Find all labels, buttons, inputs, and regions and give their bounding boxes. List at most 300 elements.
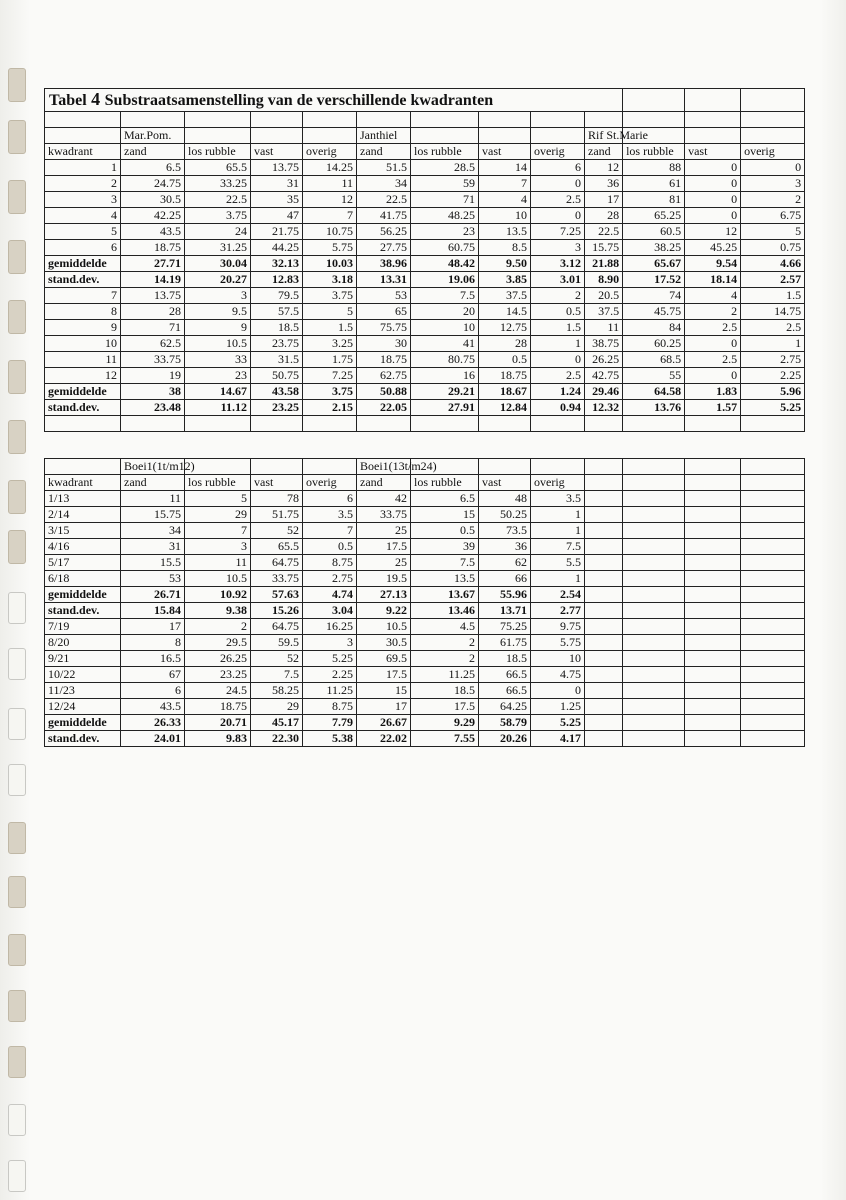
value-cell: 50.75 — [251, 368, 303, 384]
value-cell: 1.5 — [303, 320, 357, 336]
kwadrant-cell: 2 — [45, 176, 121, 192]
value-cell: 6 — [531, 160, 585, 176]
column-header: kwadrant — [45, 475, 121, 491]
value-cell: 2 — [685, 304, 741, 320]
kwadrant-cell: 4/16 — [45, 539, 121, 555]
title-text: Substraatsamenstelling van de verschillende kwadranten — [104, 92, 494, 109]
table-row — [45, 160, 805, 176]
value-cell: 15.5 — [121, 555, 185, 571]
value-cell: 2.5 — [531, 368, 585, 384]
empty-cell — [623, 112, 685, 128]
column-header: vast — [685, 144, 741, 160]
value-cell: 27.13 — [357, 587, 411, 603]
value-cell: 69.5 — [357, 651, 411, 667]
site-label: Rif St.Marie — [585, 128, 623, 144]
value-cell: 5.25 — [303, 651, 357, 667]
kwadrant-cell: gemiddelde — [45, 384, 121, 400]
kwadrant-cell: gemiddelde — [45, 587, 121, 603]
value-cell: 33.75 — [357, 507, 411, 523]
value-cell: 2 — [741, 192, 805, 208]
value-cell: 2.57 — [741, 272, 805, 288]
value-cell: 30 — [357, 336, 411, 352]
value-cell: 26.71 — [121, 587, 185, 603]
empty-cell — [741, 683, 805, 699]
value-cell: 3.18 — [303, 272, 357, 288]
value-cell: 64.25 — [479, 699, 531, 715]
table-row — [45, 651, 805, 667]
empty-cell — [357, 112, 411, 128]
value-cell: 55 — [623, 368, 685, 384]
summary-row — [45, 272, 805, 288]
value-cell: 23.75 — [251, 336, 303, 352]
empty-cell — [741, 459, 805, 475]
empty-cell — [623, 587, 685, 603]
substrate-table-lower — [44, 458, 804, 747]
binder-hole-mark — [8, 708, 26, 740]
value-cell: 20.5 — [585, 288, 623, 304]
value-cell: 28 — [585, 208, 623, 224]
kwadrant-cell: 9 — [45, 320, 121, 336]
binder-hole-mark — [8, 420, 26, 454]
value-cell: 5.25 — [531, 715, 585, 731]
value-cell: 75.25 — [479, 619, 531, 635]
empty-cell — [623, 475, 685, 491]
value-cell: 10 — [531, 651, 585, 667]
empty-cell — [357, 416, 411, 432]
value-cell: 21.88 — [585, 256, 623, 272]
value-cell: 75.75 — [357, 320, 411, 336]
value-cell: 2.75 — [303, 571, 357, 587]
empty-cell — [623, 667, 685, 683]
kwadrant-cell: stand.dev. — [45, 731, 121, 747]
value-cell: 27.91 — [411, 400, 479, 416]
value-cell: 57.5 — [251, 304, 303, 320]
value-cell: 33.75 — [121, 352, 185, 368]
value-cell: 16 — [411, 368, 479, 384]
value-cell: 15 — [411, 507, 479, 523]
empty-cell — [685, 475, 741, 491]
value-cell: 0 — [685, 160, 741, 176]
empty-cell — [121, 112, 185, 128]
value-cell: 43.58 — [251, 384, 303, 400]
empty-cell — [685, 667, 741, 683]
table-2 — [44, 458, 805, 747]
value-cell: 0 — [685, 192, 741, 208]
value-cell: 0.5 — [531, 304, 585, 320]
empty-cell — [479, 128, 531, 144]
table-row — [45, 683, 805, 699]
value-cell: 8.5 — [479, 240, 531, 256]
kwadrant-cell: 1 — [45, 160, 121, 176]
value-cell: 29 — [251, 699, 303, 715]
value-cell: 9.75 — [531, 619, 585, 635]
empty-cell — [685, 571, 741, 587]
table-row — [45, 368, 805, 384]
value-cell: 2.25 — [741, 368, 805, 384]
value-cell: 33 — [185, 352, 251, 368]
value-cell: 24 — [185, 224, 251, 240]
kwadrant-cell: 6/18 — [45, 571, 121, 587]
table-row — [45, 320, 805, 336]
value-cell: 57.63 — [251, 587, 303, 603]
site-label-row — [45, 128, 805, 144]
title-number: 4 — [86, 89, 105, 109]
value-cell: 10.75 — [303, 224, 357, 240]
value-cell: 33.25 — [185, 176, 251, 192]
empty-cell — [585, 112, 623, 128]
value-cell: 68.5 — [623, 352, 685, 368]
empty-cell — [251, 128, 303, 144]
value-cell: 24.75 — [121, 176, 185, 192]
empty-cell — [411, 112, 479, 128]
empty-cell — [479, 112, 531, 128]
value-cell: 19 — [121, 368, 185, 384]
kwadrant-cell: 8 — [45, 304, 121, 320]
empty-cell — [585, 459, 623, 475]
value-cell: 37.5 — [585, 304, 623, 320]
value-cell: 65 — [357, 304, 411, 320]
column-header: vast — [251, 144, 303, 160]
empty-cell — [303, 128, 357, 144]
value-cell: 2.75 — [741, 352, 805, 368]
empty-cell — [685, 603, 741, 619]
value-cell: 71 — [121, 320, 185, 336]
value-cell: 37.5 — [479, 288, 531, 304]
empty-cell — [585, 523, 623, 539]
value-cell: 11 — [121, 491, 185, 507]
value-cell: 2.77 — [531, 603, 585, 619]
value-cell: 10.5 — [185, 336, 251, 352]
empty-cell — [585, 571, 623, 587]
empty-cell — [741, 715, 805, 731]
value-cell: 26.67 — [357, 715, 411, 731]
value-cell: 3.04 — [303, 603, 357, 619]
value-cell: 28 — [121, 304, 185, 320]
value-cell: 17.5 — [357, 667, 411, 683]
title-prefix: Tabel — [49, 92, 87, 109]
value-cell: 36 — [585, 176, 623, 192]
empty-cell — [585, 603, 623, 619]
value-cell: 2 — [531, 288, 585, 304]
value-cell: 73.5 — [479, 523, 531, 539]
value-cell: 13.76 — [623, 400, 685, 416]
header-row — [45, 144, 805, 160]
summary-row — [45, 384, 805, 400]
value-cell: 1 — [531, 571, 585, 587]
value-cell: 7 — [479, 176, 531, 192]
value-cell: 52 — [251, 523, 303, 539]
summary-row — [45, 587, 805, 603]
value-cell: 66.5 — [479, 683, 531, 699]
value-cell: 55.96 — [479, 587, 531, 603]
table-row — [45, 208, 805, 224]
value-cell: 27.75 — [357, 240, 411, 256]
binder-hole-mark — [8, 120, 26, 154]
spacer-row — [45, 112, 805, 128]
value-cell: 51.5 — [357, 160, 411, 176]
value-cell: 79.5 — [251, 288, 303, 304]
empty-cell — [185, 128, 251, 144]
binder-hole-mark — [8, 180, 26, 214]
value-cell: 17.52 — [623, 272, 685, 288]
kwadrant-cell: 11/23 — [45, 683, 121, 699]
value-cell: 22.5 — [585, 224, 623, 240]
value-cell: 65.25 — [623, 208, 685, 224]
value-cell: 4.17 — [531, 731, 585, 747]
value-cell: 10.03 — [303, 256, 357, 272]
value-cell: 1.83 — [685, 384, 741, 400]
value-cell: 13.31 — [357, 272, 411, 288]
value-cell: 61 — [623, 176, 685, 192]
empty-cell — [585, 619, 623, 635]
kwadrant-cell: gemiddelde — [45, 715, 121, 731]
value-cell: 4 — [479, 192, 531, 208]
empty-cell — [741, 112, 805, 128]
value-cell: 18.75 — [357, 352, 411, 368]
binder-hole-mark — [8, 300, 26, 334]
value-cell: 78 — [251, 491, 303, 507]
value-cell: 12.75 — [479, 320, 531, 336]
empty-cell — [585, 667, 623, 683]
value-cell: 15 — [357, 683, 411, 699]
value-cell: 14.19 — [121, 272, 185, 288]
value-cell: 0 — [741, 160, 805, 176]
empty-cell — [623, 89, 685, 112]
value-cell: 0.5 — [479, 352, 531, 368]
table-title — [45, 89, 623, 112]
value-cell: 26.25 — [585, 352, 623, 368]
value-cell: 30.5 — [121, 192, 185, 208]
summary-row — [45, 603, 805, 619]
value-cell: 7 — [185, 523, 251, 539]
empty-cell — [623, 699, 685, 715]
value-cell: 3 — [185, 539, 251, 555]
value-cell: 59 — [411, 176, 479, 192]
kwadrant-cell: 2/14 — [45, 507, 121, 523]
value-cell: 3.12 — [531, 256, 585, 272]
value-cell: 19.06 — [411, 272, 479, 288]
value-cell: 1.25 — [531, 699, 585, 715]
value-cell: 3 — [531, 240, 585, 256]
binder-hole-mark — [8, 648, 26, 680]
value-cell: 28 — [479, 336, 531, 352]
empty-cell — [685, 507, 741, 523]
column-header: vast — [251, 475, 303, 491]
value-cell: 9.50 — [479, 256, 531, 272]
value-cell: 14.25 — [303, 160, 357, 176]
value-cell: 39 — [411, 539, 479, 555]
value-cell: 34 — [121, 523, 185, 539]
value-cell: 18.75 — [121, 240, 185, 256]
kwadrant-cell: 5 — [45, 224, 121, 240]
empty-cell — [741, 619, 805, 635]
value-cell: 14 — [479, 160, 531, 176]
value-cell: 0.5 — [411, 523, 479, 539]
empty-cell — [741, 507, 805, 523]
kwadrant-cell: 8/20 — [45, 635, 121, 651]
value-cell: 5.75 — [303, 240, 357, 256]
column-header: los rubble — [623, 144, 685, 160]
empty-cell — [741, 128, 805, 144]
value-cell: 43.5 — [121, 699, 185, 715]
empty-cell — [741, 571, 805, 587]
value-cell: 5 — [303, 304, 357, 320]
empty-cell — [45, 112, 121, 128]
value-cell: 2.5 — [741, 320, 805, 336]
empty-cell — [685, 731, 741, 747]
kwadrant-cell: 11 — [45, 352, 121, 368]
value-cell: 11.25 — [303, 683, 357, 699]
kwadrant-cell: 7/19 — [45, 619, 121, 635]
empty-cell — [741, 523, 805, 539]
value-cell: 31.5 — [251, 352, 303, 368]
value-cell: 11.12 — [185, 400, 251, 416]
title-row — [45, 89, 805, 112]
table-row — [45, 635, 805, 651]
empty-cell — [585, 651, 623, 667]
value-cell: 2.5 — [531, 192, 585, 208]
value-cell: 11.25 — [411, 667, 479, 683]
value-cell: 2.5 — [685, 352, 741, 368]
table-row — [45, 336, 805, 352]
empty-cell — [685, 587, 741, 603]
empty-cell — [623, 539, 685, 555]
value-cell: 23 — [411, 224, 479, 240]
value-cell: 12.84 — [479, 400, 531, 416]
value-cell: 7.5 — [531, 539, 585, 555]
value-cell: 33.75 — [251, 571, 303, 587]
value-cell: 29.5 — [185, 635, 251, 651]
value-cell: 17.5 — [357, 539, 411, 555]
kwadrant-cell: 4 — [45, 208, 121, 224]
kwadrant-cell: 12 — [45, 368, 121, 384]
value-cell: 28.5 — [411, 160, 479, 176]
value-cell: 38.25 — [623, 240, 685, 256]
table-row — [45, 240, 805, 256]
value-cell: 6.75 — [741, 208, 805, 224]
value-cell: 7 — [303, 208, 357, 224]
binder-hole-mark — [8, 240, 26, 274]
summary-row — [45, 400, 805, 416]
value-cell: 16.5 — [121, 651, 185, 667]
value-cell: 60.5 — [623, 224, 685, 240]
value-cell: 29 — [185, 507, 251, 523]
empty-cell — [585, 507, 623, 523]
spacer-row — [45, 416, 805, 432]
value-cell: 42.25 — [121, 208, 185, 224]
empty-cell — [685, 459, 741, 475]
column-header: overig — [303, 144, 357, 160]
kwadrant-cell: 3 — [45, 192, 121, 208]
value-cell: 2.25 — [303, 667, 357, 683]
value-cell: 1.5 — [741, 288, 805, 304]
table-1 — [44, 88, 805, 432]
column-header: overig — [741, 144, 805, 160]
binder-hole-mark — [8, 530, 26, 564]
value-cell: 2.54 — [531, 587, 585, 603]
column-header: overig — [531, 475, 585, 491]
empty-cell — [741, 416, 805, 432]
value-cell: 24.01 — [121, 731, 185, 747]
value-cell: 66.5 — [479, 667, 531, 683]
value-cell: 12 — [585, 160, 623, 176]
value-cell: 7.25 — [531, 224, 585, 240]
table-row — [45, 224, 805, 240]
value-cell: 71 — [411, 192, 479, 208]
value-cell: 15.84 — [121, 603, 185, 619]
empty-cell — [741, 731, 805, 747]
table-row — [45, 699, 805, 715]
value-cell: 3.5 — [531, 491, 585, 507]
value-cell: 22.30 — [251, 731, 303, 747]
binder-hole-mark — [8, 990, 26, 1022]
value-cell: 41 — [411, 336, 479, 352]
column-header: zand — [121, 144, 185, 160]
value-cell: 64.58 — [623, 384, 685, 400]
value-cell: 47 — [251, 208, 303, 224]
value-cell: 5.25 — [741, 400, 805, 416]
summary-row — [45, 715, 805, 731]
empty-cell — [531, 459, 585, 475]
binder-hole-mark — [8, 360, 26, 394]
value-cell: 32.13 — [251, 256, 303, 272]
value-cell: 48.25 — [411, 208, 479, 224]
value-cell: 62.5 — [121, 336, 185, 352]
value-cell: 48 — [479, 491, 531, 507]
value-cell: 13.67 — [411, 587, 479, 603]
summary-row — [45, 731, 805, 747]
value-cell: 50.88 — [357, 384, 411, 400]
value-cell: 7.79 — [303, 715, 357, 731]
column-header: los rubble — [185, 475, 251, 491]
value-cell: 0 — [531, 683, 585, 699]
binder-hole-mark — [8, 934, 26, 966]
value-cell: 4.75 — [531, 667, 585, 683]
value-cell: 2.15 — [303, 400, 357, 416]
site-label: Mar.Pom. — [121, 128, 185, 144]
value-cell: 17 — [585, 192, 623, 208]
empty-cell — [685, 539, 741, 555]
binder-hole-mark — [8, 480, 26, 514]
empty-cell — [45, 128, 121, 144]
value-cell: 4.74 — [303, 587, 357, 603]
value-cell: 5.75 — [531, 635, 585, 651]
value-cell: 3.75 — [303, 288, 357, 304]
table-row — [45, 192, 805, 208]
table-row — [45, 555, 805, 571]
value-cell: 38 — [121, 384, 185, 400]
column-header: los rubble — [411, 144, 479, 160]
column-header: zand — [357, 144, 411, 160]
empty-cell — [685, 112, 741, 128]
value-cell: 25 — [357, 555, 411, 571]
value-cell: 0.94 — [531, 400, 585, 416]
value-cell: 13.71 — [479, 603, 531, 619]
value-cell: 9.54 — [685, 256, 741, 272]
value-cell: 62.75 — [357, 368, 411, 384]
empty-cell — [685, 635, 741, 651]
empty-cell — [685, 699, 741, 715]
empty-cell — [623, 491, 685, 507]
empty-cell — [303, 459, 357, 475]
value-cell: 6 — [121, 683, 185, 699]
kwadrant-cell: 10/22 — [45, 667, 121, 683]
value-cell: 8.75 — [303, 699, 357, 715]
column-header: zand — [585, 144, 623, 160]
value-cell: 23.25 — [185, 667, 251, 683]
value-cell: 11 — [185, 555, 251, 571]
value-cell: 6 — [303, 491, 357, 507]
